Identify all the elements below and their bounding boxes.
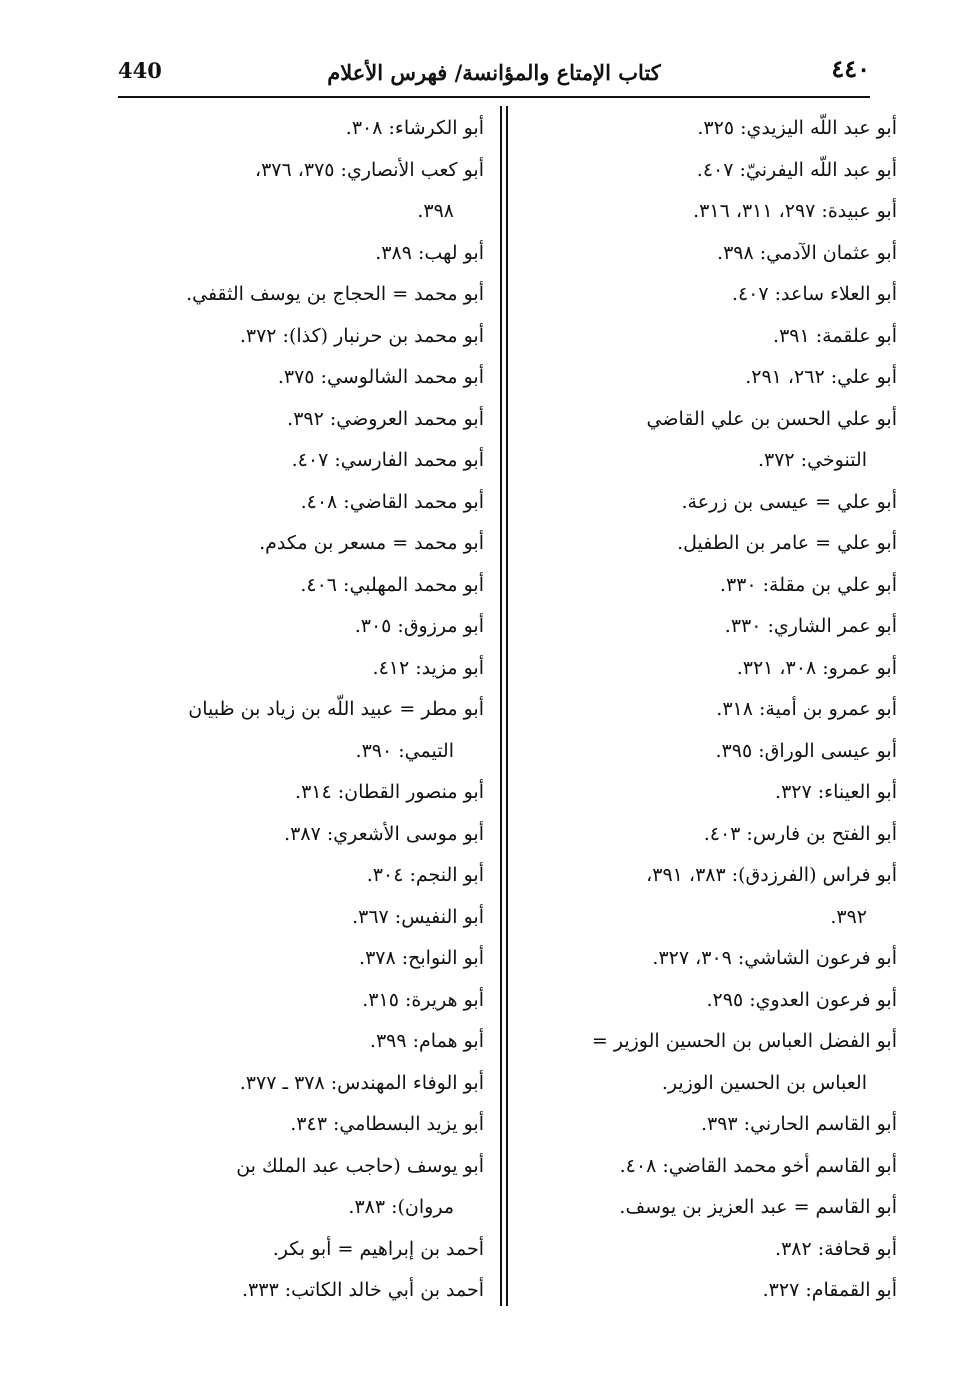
index-entry-text: أبو علي = عيسى بن زرعة. — [681, 490, 897, 513]
index-entry-text: أبو محمد الفارسي: ٤٠٧. — [291, 449, 484, 471]
index-entry — [118, 1270, 484, 1312]
index-entry-text: أبو النفيس: ٣٦٧. — [352, 905, 484, 928]
page-number-arabic: ٤٤٠ — [831, 54, 870, 83]
index-entry-text: أبو محمد الشالوسي: ٣٧٥. — [277, 366, 484, 388]
index-entry-text: أبو محمد = مسعر بن مكدم. — [259, 532, 484, 554]
index-entry-text: أبو همام: ٣٩٩. — [369, 1030, 484, 1052]
index-entry-text: أبو مطر = عبيد اللّه بن زياد بن ظبيان — [188, 698, 484, 720]
index-entry — [512, 108, 897, 150]
index-entry-text: أبو محمد القاضي: ٤٠٨. — [300, 490, 484, 513]
index-entry-text: أبو العلاء ساعد: ٤٠٧. — [731, 283, 897, 305]
index-entry-text: أبو الوفاء المهندس: ٣٧٨ ـ ٣٧٧. — [239, 1071, 484, 1094]
index-entry-text: أبو عبد اللّه اليفرنيّ: ٤٠٧. — [696, 158, 897, 181]
index-entry — [512, 1146, 897, 1188]
index-entry — [118, 1229, 484, 1271]
index-entry-text: أبو محمد العروضي: ٣٩٢. — [287, 407, 484, 430]
index-entry — [512, 1104, 897, 1146]
index-entry — [118, 316, 484, 358]
index-entry — [118, 357, 484, 399]
index-entry — [512, 399, 897, 482]
index-entry — [118, 814, 484, 856]
index-entry — [512, 689, 897, 731]
index-entry — [118, 399, 484, 441]
index-entry — [118, 606, 484, 648]
index-entry-text: أبو محمد المهلبي: ٤٠٦. — [300, 573, 484, 596]
index-entry — [118, 150, 484, 233]
index-entry — [118, 1021, 484, 1063]
index-entry-text: أبو مزيد: ٤١٢. — [372, 656, 484, 679]
page-title: كتاب الإمتاع والمؤانسة/ فهرس الأعلام — [327, 60, 661, 85]
index-entry — [512, 523, 897, 565]
index-entry — [512, 150, 897, 192]
index-entry — [512, 731, 897, 773]
index-entry-text: أبو عمرو بن أمية: ٣١٨. — [716, 698, 897, 720]
index-entry-text: أبو لهب: ٣٨٩. — [375, 241, 484, 264]
index-entry — [512, 772, 897, 814]
index-entry — [118, 1146, 484, 1229]
index-entry-text: أبو علي بن مقلة: ٣٣٠. — [719, 573, 897, 596]
index-entry-text: أبو العيناء: ٣٢٧. — [775, 781, 897, 803]
index-entry — [512, 1229, 897, 1271]
index-entry-text: أبو فرعون الشاشي: ٣٠٩، ٣٢٧. — [652, 947, 897, 969]
index-entry-text: أبو النوابح: ٣٧٨. — [359, 947, 484, 969]
index-column-left — [118, 108, 484, 1312]
index-entry-text: أبو عثمان الآدمي: ٣٩٨. — [717, 241, 897, 264]
index-entry — [512, 357, 897, 399]
index-entry-text: أبو القاسم أخو محمد القاضي: ٤٠٨. — [619, 1154, 897, 1177]
index-entry-text: أبو عبد اللّه اليزيدي: ٣٢٥. — [697, 117, 897, 139]
column-divider — [506, 106, 508, 1306]
index-entry — [512, 606, 897, 648]
index-column-right — [512, 108, 897, 1312]
index-entry-text: أبو يزيد البسطامي: ٣٤٣. — [290, 1113, 484, 1135]
index-entry — [118, 772, 484, 814]
index-entry — [118, 689, 484, 772]
index-entry — [512, 274, 897, 316]
index-entry-continuation: مروان): ٣٨٣. — [348, 1196, 454, 1218]
index-entry — [512, 191, 897, 233]
index-entry-text: أحمد بن أبي خالد الكاتب: ٣٣٣. — [242, 1279, 484, 1301]
page-number-latin: 440 — [118, 58, 162, 83]
page-header — [118, 52, 870, 98]
index-entry — [118, 440, 484, 482]
index-entry-text: أبو النجم: ٣٠٤. — [366, 864, 484, 886]
index-entry-text: أبو منصور القطان: ٣١٤. — [295, 781, 484, 803]
index-entry — [512, 980, 897, 1022]
index-entry — [512, 482, 897, 524]
index-entry-text: أبو عيسى الوراق: ٣٩٥. — [715, 739, 897, 762]
index-entry-text: أبو مرزوق: ٣٠٥. — [354, 615, 484, 637]
index-entry — [512, 938, 897, 980]
index-entry — [118, 108, 484, 150]
index-entry-text: أبو فراس (الفرزدق): ٣٨٣، ٣٩١، — [646, 864, 897, 886]
index-entry-text: أبو قحافة: ٣٨٢. — [775, 1237, 897, 1260]
index-entry-text: أبو كعب الأنصاري: ٣٧٥، ٣٧٦، — [254, 158, 484, 181]
index-entry — [118, 855, 484, 897]
index-entry — [118, 648, 484, 690]
index-entry-text: أبو علقمة: ٣٩١. — [773, 324, 897, 347]
index-entry-text: أبو عمر الشاري: ٣٣٠. — [724, 615, 897, 637]
index-entry-text: أبو محمد بن حرنبار (كذا): ٣٧٢. — [239, 324, 484, 347]
index-entry — [512, 814, 897, 856]
index-entry — [512, 233, 897, 275]
index-entry-text: أبو القمقام: ٣٢٧. — [762, 1279, 897, 1301]
index-entry — [512, 565, 897, 607]
index-entry-continuation: التنوخي: ٣٧٢. — [757, 449, 867, 471]
index-entry — [512, 1270, 897, 1312]
index-entry-text: أبو عبيدة: ٢٩٧، ٣١١، ٣١٦. — [693, 200, 897, 222]
index-entry-text: أبو يوسف (حاجب عبد الملك بن — [236, 1154, 484, 1177]
index-entry — [118, 1104, 484, 1146]
index-entry-text: أبو هريرة: ٣١٥. — [362, 988, 484, 1011]
index-entry-text: أبو فرعون العدوي: ٢٩٥. — [706, 988, 897, 1011]
index-entry — [512, 1021, 897, 1104]
index-entry-continuation: ٣٩٢. — [830, 905, 867, 928]
index-entry-text: أبو الفضل العباس بن الحسين الوزير = — [591, 1030, 897, 1052]
index-entry-text: أبو علي = عامر بن الطفيل. — [677, 532, 897, 554]
index-entry-text: أبو الفتح بن فارس: ٤٠٣. — [703, 822, 897, 845]
index-entry — [512, 316, 897, 358]
index-entry — [118, 897, 484, 939]
index-entry — [118, 274, 484, 316]
index-entry-text: أبو عمرو: ٣٠٨، ٣٢١. — [736, 656, 897, 679]
index-entry-continuation: العباس بن الحسين الوزير. — [661, 1071, 867, 1094]
index-entry — [118, 1063, 484, 1105]
index-entry-text: أبو موسى الأشعري: ٣٨٧. — [284, 822, 484, 845]
index-entry-text: أبو علي الحسن بن علي القاضي — [646, 407, 897, 430]
index-entry — [118, 980, 484, 1022]
index-entry — [118, 523, 484, 565]
index-entry-text: أبو محمد = الحجاج بن يوسف الثقفي. — [186, 283, 484, 305]
index-entry — [512, 1187, 897, 1229]
index-entry-text: أبو القاسم = عبد العزيز بن يوسف. — [619, 1196, 897, 1218]
index-entry-continuation: التيمي: ٣٩٠. — [355, 739, 454, 762]
index-entry — [118, 938, 484, 980]
index-entry-text: أحمد بن إبراهيم = أبو بكر. — [272, 1237, 484, 1260]
index-entry — [118, 565, 484, 607]
index-entry — [512, 855, 897, 938]
column-divider — [500, 106, 502, 1306]
index-entry — [512, 648, 897, 690]
index-entry — [118, 482, 484, 524]
index-entry-text: أبو القاسم الحارني: ٣٩٣. — [700, 1113, 897, 1135]
index-entry-continuation: ٣٩٨. — [417, 200, 454, 222]
index-entry-text: أبو علي: ٢٦٢، ٢٩١. — [745, 366, 897, 388]
index-entry-text: أبو الكرشاء: ٣٠٨. — [345, 117, 484, 139]
index-entry — [118, 233, 484, 275]
